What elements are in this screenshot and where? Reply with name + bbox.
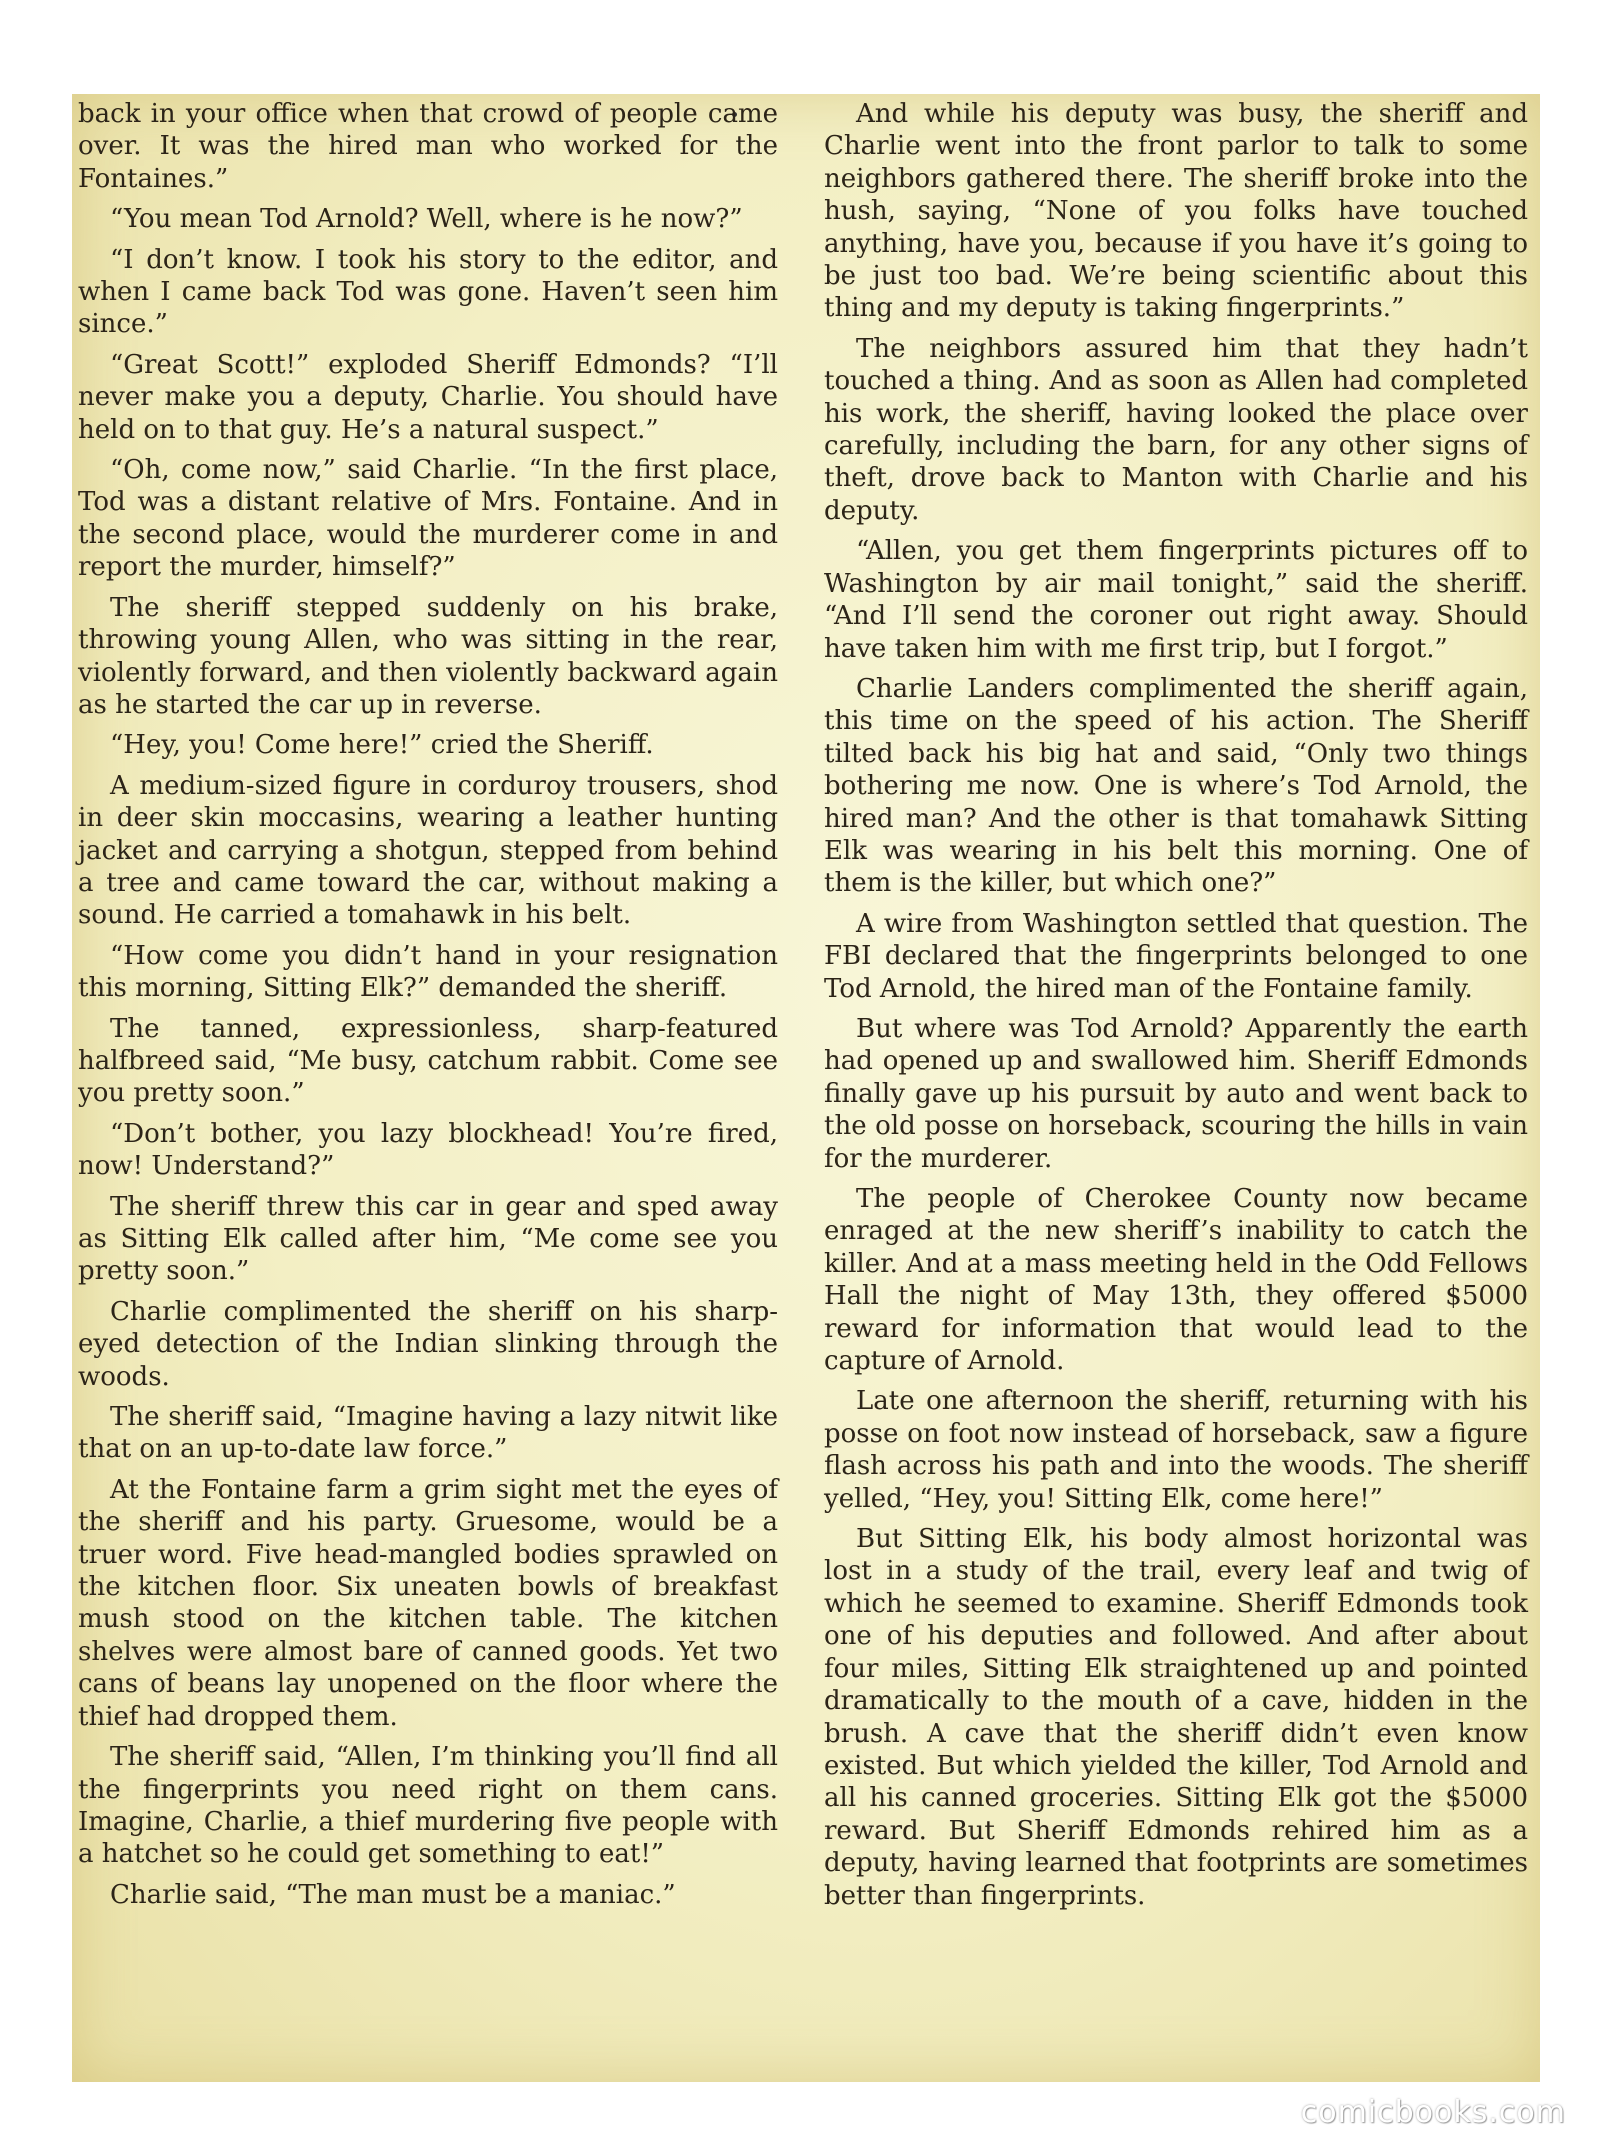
paragraph: “You mean Tod Arnold? Well, where is he now?” bbox=[110, 204, 743, 235]
right-column bbox=[824, 98, 1528, 1920]
paragraph: The sheriff threw this car in gear and sped away as Sitting Elk called after him, “Me come see you pretty soon.” bbox=[78, 1191, 778, 1287]
paragraph: The people of Cherokee County now became enraged at the new sheriff’s inability to catch the killer. And at a mass meeting held in the Odd Fellows Hall the night of May 13th, they offered $5000 reward for information that would lead to the capture of Arnold. bbox=[824, 1184, 1528, 1377]
paragraph: Late one afternoon the sheriff, returning with his posse on foot now instead of horseback, saw a figure flash across his path and into the woods. The sheriff yelled, “Hey, you! Sitting Elk, come here!” bbox=[824, 1386, 1528, 1514]
page-sheet bbox=[72, 94, 1540, 2082]
paragraph: The sheriff said, “Imagine having a lazy nitwit like that on an up-to-date law force.” bbox=[78, 1402, 778, 1465]
paragraph: And while his deputy was busy, the sheriff and Charlie went into the front parlor to talk to some neighbors gathered there. The sheriff broke into the hush, saying, “None of you folks have touched anything, have you, because if you have it’s going to be just too bad. We’re being scientific about this thing and my deputy is taking fingerprints.” bbox=[824, 99, 1528, 324]
paragraph: “Hey, you! Come here!” cried the Sheriff. bbox=[110, 730, 654, 761]
paragraph: But where was Tod Arnold? Apparently the earth had opened up and swallowed him. Sheriff Edmonds finally gave up his pursuit by auto and went back to the old posse on horseback, scouring the hills in vain for the murderer. bbox=[824, 1013, 1528, 1174]
left-column bbox=[78, 98, 778, 1919]
paragraph: Charlie Landers complimented the sheriff again, this time on the speed of his action. The Sheriff tilted back his big hat and said, “Only two things bothering me now. One is where’s Tod Arnold, the hired man? And the other is that tomahawk Sitting Elk was wearing in his belt this morning. One of them is the killer, but which one?” bbox=[824, 673, 1528, 899]
paragraph: The neighbors assured him that they hadn’t touched a thing. And as soon as Allen had completed his work, the sheriff, having looked the place over carefully, including the barn, for any other signs of theft, drove back to Manton with Charlie and his deputy. bbox=[824, 333, 1528, 526]
paragraph: “I don’t know. I took his story to the editor, and when I came back Tod was gone. Haven’t seen him since.” bbox=[78, 244, 778, 340]
paragraph: back in your office when that crowd of people came over. It was the hired man who worked for the Fontaines.” bbox=[78, 99, 778, 194]
paragraph: The sheriff stepped suddenly on his brake, throwing young Allen, who was sitting in the rear, violently forward, and then violently backward again as he started the car up in reverse. bbox=[78, 592, 778, 720]
paragraph: Charlie said, “The man must be a maniac.” bbox=[110, 1879, 676, 1910]
site-watermark: comicbooks.com bbox=[1300, 2095, 1566, 2130]
paragraph: The sheriff said, “Allen, I’m thinking you’ll find all the fingerprints you need right on them cans. Imagine, Charlie, a thief murdering five people with a hatchet so he could get something to eat!” bbox=[78, 1742, 778, 1870]
paragraph: “How come you didn’t hand in your resignation this morning, Sitting Elk?” demanded the sheriff. bbox=[78, 940, 778, 1004]
paragraph: Charlie complimented the sheriff on his sharp-eyed detection of the Indian slinking through the woods. bbox=[78, 1296, 778, 1392]
paragraph: A medium-sized figure in corduroy trousers, shod in deer skin moccasins, wearing a leather hunting jacket and carrying a shotgun, stepped from behind a tree and came toward the car, without making a sound. He carried a tomahawk in his belt. bbox=[78, 770, 778, 931]
paragraph: At the Fontaine farm a grim sight met the eyes of the sheriff and his party. Gruesome, would be a truer word. Five head-mangled bodies sprawled on the kitchen floor. Six uneaten bowls of breakfast mush stood on the kitchen table. The kitchen shelves were almost bare of canned goods. Yet two cans of beans lay unopened on the floor where the thief had dropped them. bbox=[78, 1474, 778, 1732]
paragraph: “Great Scott!” exploded Sheriff Edmonds? “I’ll never make you a deputy, Charlie. You should have held on to that guy. He’s a natural suspect.” bbox=[78, 349, 778, 445]
paragraph: “Oh, come now,” said Charlie. “In the first place, Tod was a distant relative of Mrs. Fontaine. And in the second place, would the murderer come in and report the murder, himself?” bbox=[78, 455, 778, 583]
paragraph: “Allen, you get them fingerprints pictures off to Washington by air mail tonight,” said the sheriff. “And I’ll send the coroner out right away. Should have taken him with me first trip, but I forgot.” bbox=[824, 536, 1528, 664]
paragraph: “Don’t bother, you lazy blockhead! You’re fired, now! Understand?” bbox=[78, 1118, 778, 1182]
paragraph: The tanned, expressionless, sharp-featured halfbreed said, “Me busy, catchum rabbit. Come see you pretty soon.” bbox=[78, 1013, 778, 1109]
paragraph: A wire from Washington settled that question. The FBI declared that the fingerprints belonged to one Tod Arnold, the hired man of the Fontaine family. bbox=[824, 908, 1528, 1004]
paragraph: But Sitting Elk, his body almost horizontal was lost in a study of the trail, every leaf and twig of which he seemed to examine. Sheriff Edmonds took one of his deputies and followed. And after about four miles, Sitting Elk straightened up and pointed dramatically to the mouth of a cave, hidden in the brush. A cave that the sheriff didn’t even know existed. But which yielded the killer, Tod Arnold and all his canned groceries. Sitting Elk got the $5000 reward. But Sheriff Edmonds rehired him as a deputy, having learned that footprints are sometimes better than fingerprints. bbox=[824, 1524, 1528, 1911]
